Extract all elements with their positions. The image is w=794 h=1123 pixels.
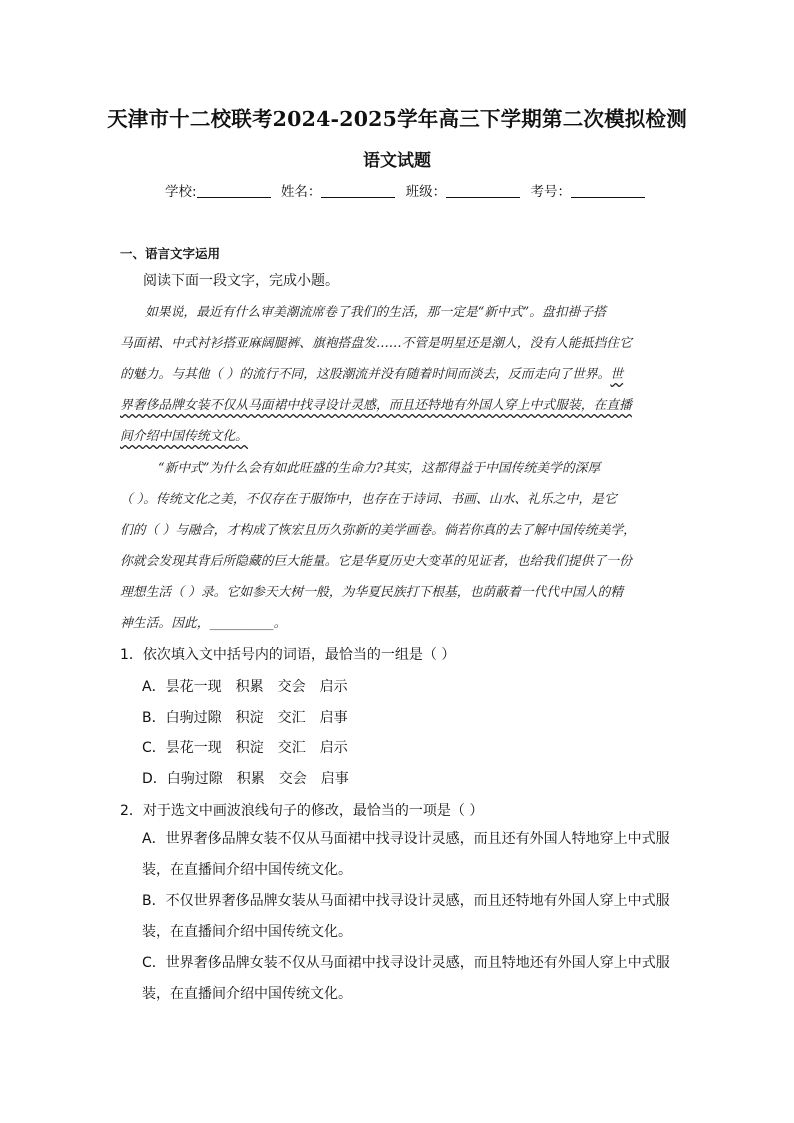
option-line: A．世界奢侈品牌女装不仅从马面裙中找寻设计灵感，而且还有外国人特地穿上中式服 (142, 831, 670, 847)
option-text: 交汇 (277, 740, 306, 756)
option-text: 交汇 (277, 710, 306, 726)
option-line: 装，在直播间介绍中国传统文化。 (142, 986, 352, 1002)
option-text: 积淀 (235, 710, 264, 726)
exam-number-label: 考号： (530, 184, 571, 200)
school-blank (197, 183, 271, 198)
class-label: 班级： (405, 184, 447, 200)
passage-line: 理想生活（ ）录。它如参天大树一般，为华夏民族打下根基，也荫蔽着一代代中国人的精 (120, 585, 624, 600)
option-text: A．昙花一现 (142, 679, 222, 695)
name-blank (321, 183, 395, 198)
question-1-option-a[interactable] (142, 676, 362, 696)
question-2-option-b[interactable] (142, 886, 682, 948)
option-text: 积累 (235, 679, 264, 695)
option-text: 积累 (236, 771, 265, 787)
school-label: 学校: (165, 184, 197, 200)
question-1-option-b[interactable] (142, 707, 362, 727)
option-text: 启示 (319, 679, 348, 695)
name-label: 姓名： (280, 184, 322, 200)
question-1-option-d[interactable] (142, 768, 363, 788)
option-text: C．昙花一现 (142, 740, 222, 756)
option-text: B．白驹过隙 (142, 710, 222, 726)
exam-subtitle: 语文试题 (363, 151, 431, 171)
passage-line: 神生活。因此，__________。 (120, 616, 287, 631)
passage-line: 们的（ ）与融合，才构成了恢宏且历久弥新的美学画卷。倘若你真的去了解中国传统美学， (120, 523, 636, 538)
option-text: 启事 (320, 771, 349, 787)
option-text: 交会 (277, 679, 306, 695)
option-text: 启事 (319, 710, 348, 726)
passage-line (120, 390, 675, 421)
exam-title: 天津市十二校联考2024-2025学年高三下学期第二次模拟检测 (107, 107, 687, 131)
option-text: 启示 (319, 740, 348, 756)
passage-line: “新中式”为什么会有如此旺盛的生命力?其实，这都得益于中国传统美学的深厚 (158, 461, 601, 476)
question-2-option-a[interactable] (142, 824, 682, 886)
wavy-underlined-text: 间介绍中国传统文化。 (120, 429, 248, 444)
passage-line: 如果说，最近有什么审美潮流席卷了我们的生活，那一定是“新中式”。盘扣褂子搭 (145, 305, 606, 320)
passage-paragraph-2 (120, 453, 675, 639)
option-text: 交会 (278, 771, 307, 787)
question-1-stem: 1．依次填入文中括号内的词语，最恰当的一组是（ ） (120, 647, 456, 663)
passage-line (120, 359, 675, 390)
passage-paragraph-1 (120, 297, 675, 452)
question-2-option-c[interactable] (142, 948, 682, 1010)
wavy-underlined-text: 界奢侈品牌女装不仅从马面裙中找寻设计灵感，而且还特地有外国人穿上中式服装，在直播 (120, 398, 632, 413)
exam-number-blank (571, 183, 645, 198)
passage-line (120, 421, 675, 452)
student-info-line (165, 180, 651, 200)
option-text: D．白驹过隙 (142, 771, 223, 787)
passage-line-text: 的魅力。与其他（ ）的流行不同，这股潮流并没有随着时间而淡去，反而走向了世界。 (120, 367, 611, 382)
question-2-stem: 2．对于选文中画波浪线句子的修改，最恰当的一项是（ ） (120, 803, 484, 819)
option-line: C．世界奢侈品牌女装不仅从马面裙中找寻设计灵感，而且特地还有外国人穿上中式服 (142, 955, 670, 971)
option-line: B．不仅世界奢侈品牌女装从马面裙中找寻设计灵感，而且还特地有外国人穿上中式服 (142, 893, 670, 909)
option-line: 装，在直播间介绍中国传统文化。 (142, 924, 352, 940)
reading-instruction: 阅读下面一段文字，完成小题。 (143, 273, 339, 289)
class-blank (446, 183, 520, 198)
passage-line: 马面裙、中式衬衫搭亚麻阔腿裤、旗袍搭盘发……不管是明星还是潮人，没有人能抵挡住它 (120, 336, 632, 351)
section-heading: 一、语言文字运用 (120, 246, 221, 261)
passage-line: 你就会发现其背后所隐藏的巨大能量。它是华夏历史大变革的见证者，也给我们提供了一份 (120, 554, 632, 569)
passage-line: （ ）。传统文化之美，不仅存在于服饰中，也存在于诗词、书画、山水、礼乐之中，是它 (120, 492, 617, 507)
question-1-option-c[interactable] (142, 737, 362, 757)
wavy-underlined-text: 世 (610, 367, 624, 382)
option-text: 积淀 (235, 740, 264, 756)
option-line: 装，在直播间介绍中国传统文化。 (142, 862, 352, 878)
